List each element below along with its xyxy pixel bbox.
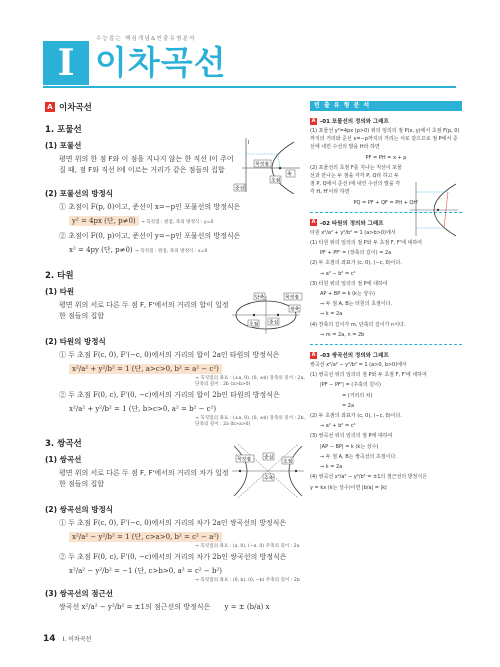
section-title: 이차곡선: [59, 103, 92, 113]
parabola-eq2: x² = 4py (단, p≠0): [69, 246, 133, 254]
a03-p1-eq1: |PF − PF'| = (주축의 길이): [320, 382, 381, 389]
hyperbola-asym-heading: (3) 쌍곡선의 점근선: [45, 589, 114, 598]
a01-p1: (1) 포물선 y²=4px (p>0) 위의 임의의 점 P(x, y)에서 초점 F(p, 0)까지의 거리와 준선 x=−p까지의 거리는 서로 같으므로 점 P에서 준선에 내린 수선의 발을 H라 하면: [310, 128, 460, 151]
hyperbola-eq2: x²/a² − y²/b² = −1 (단, c>b>0, a² = c² − b²): [69, 567, 223, 575]
chapter-title: 이차곡선: [95, 43, 227, 82]
ellipse-eq2-intro: ② 두 초점 F(0, c), F'(0, −c)에서의 거리의 합이 2b인 타원의 방정식은: [59, 391, 280, 399]
ellipse-focus-label: 초점: [249, 322, 259, 328]
a02-p3: (3) 타원 위의 임의의 점 P에 대하여: [310, 280, 388, 287]
a03-p4-eq: y = kx (k는 상수)이면 |b/a| = |k|: [310, 484, 387, 491]
a01-heading: A -01 포물선의 정의와 그래프: [311, 117, 389, 125]
hyperbola-focus-label: 초점: [283, 459, 293, 465]
parabola-eq1-intro: ① 초점이 F(p, 0)이고, 준선이 x=−p인 포물선의 방정식은: [59, 203, 241, 211]
sidebar-title: 빈 출 유 형 분 석: [310, 101, 462, 111]
hyperbola-asym-eq: y = ± (b/a) x: [224, 603, 270, 611]
ellipse-heading: 2. 타원: [45, 271, 74, 281]
directrix-box-label: 준선: [235, 186, 245, 192]
hyperbola-eq2-note: → 꼭짓점의 좌표 : (0, b), (0, −b) 주축의 길이 : 2b: [195, 578, 300, 583]
header-tagline: 수능잡는 핵심개념&빈출유형분석: [96, 36, 196, 42]
parabola-eq2-note: → 꼭짓점 : 원점, 축의 방정식 : x=0: [134, 249, 208, 254]
parabola-eq2-intro: ② 초점이 F(0, p)이고, 준선이 y=−p인 포물선의 방정식은: [59, 232, 241, 240]
parabola-def-heading: (1) 포물선: [45, 141, 82, 150]
section-header: [45, 101, 305, 113]
axis-label: 축: [287, 172, 292, 178]
ellipse-definition: 평면 위의 서로 다른 두 점 F, F'에서의 거리의 합이 일정한 점들의 집합: [59, 301, 229, 320]
a03-p3-c: ⇒ k = 2a: [320, 464, 343, 471]
a02-p2: (2) 두 초점의 좌표가 (c, 0), (−c, 0)이다.: [310, 260, 402, 267]
a03-intro: 쌍곡선 x²/a² − y²/b² = 1 (a>0, b>0)에서: [310, 362, 407, 369]
ellipse-eq1-note: → 꼭짓점의 좌표 : (±a, 0), (0, ±b) 장축의 길이 : 2a, 단축의 길이 : 2b (a>b>0): [195, 376, 305, 387]
hyperbola-vertex-label: 꼭짓점: [237, 457, 251, 463]
hyperbola-eq1: x²/a² − y²/b² = 1 (단, c>a>0, b² = c² − a²): [69, 532, 222, 542]
a02-p3-b: ⇒ 두 점 A, B는 타원의 초점이다.: [320, 301, 393, 308]
a02-p3-c: ⇒ k = 2a: [320, 311, 343, 318]
hyperbola-figure: [230, 440, 306, 502]
a02-p2-eq: ⇒ a² − b² = c²: [320, 270, 356, 277]
page-number: 14: [43, 634, 56, 644]
a02-p1: (1) 타원 위의 임의의 점 P와 두 초점 F, F'에 대하여: [310, 240, 422, 247]
parabola-figure: [232, 136, 302, 194]
ellipse-eq2-note: → 꼭짓점의 좌표 : (±a, 0), (0, ±b) 장축의 길이 : 2b, 단축의 길이 : 2a (b>a>0): [195, 416, 305, 427]
a03-p2-eq: ⇒ a² + b² = c²: [320, 423, 356, 430]
parabola-eq-heading: (2) 포물선의 방정식: [45, 189, 114, 198]
ellipse-def-heading: (1) 타원: [45, 287, 75, 296]
a02-heading: A -02 타원의 정의와 그래프: [311, 219, 384, 227]
transverse-axis-label: 주축: [264, 476, 274, 482]
a03-p2: (2) 두 초점의 좌표가 (c, 0), (−c, 0)이다.: [310, 413, 402, 420]
page-footer: [43, 634, 91, 644]
hyperbola-heading: 3. 쌍곡선: [45, 439, 82, 449]
a03-heading: A -03 쌍곡선의 정의와 그래프: [311, 351, 389, 360]
ellipse-center-label: 중심: [269, 320, 279, 326]
footer-chapter: I. 이차곡선: [62, 636, 92, 643]
directrix-label: l: [248, 141, 250, 146]
parabola-eq1: y² = 4px (단, p≠0): [69, 216, 139, 226]
hyperbola-center-label: 중심: [264, 455, 274, 461]
ellipse-eq-heading: (2) 타원의 방정식: [45, 337, 106, 346]
section-badge: A: [45, 102, 55, 112]
sidebar-parabola-figure: [404, 180, 460, 238]
ellipse-figure: [226, 290, 306, 340]
a03-p1: (1) 쌍곡선 위의 임의의 점 P와 두 초점 F, F'에 대하여: [310, 372, 427, 379]
parabola-definition: 평면 위의 한 점 F와 이 점을 지나지 않는 한 직선 l이 주어질 때, 점 F와 직선 l에 이르는 거리가 같은 점들의 집합: [59, 155, 234, 174]
major-axis-label: 장축: [290, 307, 300, 313]
hyperbola-eq-heading: (2) 쌍곡선의 방정식: [45, 505, 114, 514]
a03-p3-eq: |AP − BP| = k (k는 상수): [320, 443, 379, 450]
a03-p3-b: ⇒ 두 점 A, B는 쌍곡선의 초점이다.: [320, 453, 397, 460]
hyperbola-def-heading: (1) 쌍곡선: [45, 455, 82, 464]
hyperbola-definition: 평면 위의 서로 다른 두 점 F, F'에서의 거리의 차가 일정한 점들의 집합: [59, 469, 229, 488]
a02-p4: (4) 장축의 길이가 m, 단축의 길이가 n이다.: [310, 321, 406, 328]
a02-p4-eq: ⇒ m = 2a, n = 2b: [320, 331, 365, 338]
parabola-heading: 1. 포물선: [45, 125, 82, 135]
header-divider: [43, 86, 456, 88]
a01-p2-eq: PQ = PF + QF = PH + QH': [353, 199, 419, 206]
hyperbola-asym-text: 쌍곡선 x²/a² − y²/b² = ±1의 점근선의 방정식은: [59, 603, 211, 611]
chapter-numeral: I: [43, 41, 89, 85]
a01-p1-eq: PF = PH = x + p: [365, 154, 407, 161]
parabola-eq1-note: → 꼭짓점 : 원점, 축의 방정식 : y=0: [140, 220, 214, 225]
ellipse-eq1: x²/a² + y²/b² = 1 (단, a>c>0, b² = a² − c²): [69, 364, 222, 374]
a03-p4: (4) 쌍곡선 x²/a² − y²/b² = ±1의 점근선의 방정식은: [310, 474, 428, 481]
a01-p2: (2) 포물선의 초점 F를 지나는 직선이 포물선과 만나는 두 점을 각각 P, Q라 하고 두 점 P, Q에서 준선 l에 내린 수선의 발을 각각 H, H'이라 하면: [310, 164, 402, 196]
vertex-label: 꼭짓점: [255, 162, 269, 168]
a02-p1-eq: PF + PF' = (장축의 길이) = 2a: [320, 250, 392, 257]
sidebar-analysis: [310, 101, 462, 492]
a02-intro: 타원 x²/a² + y²/b² = 1 (a>b>0)에서: [310, 229, 396, 236]
a03-p3: (3) 쌍곡선 위의 임의의 점 P에 대하여: [310, 433, 393, 440]
focus-label: 초점: [271, 178, 281, 184]
a02-p3-eq: AP + BP = k (k는 상수): [320, 291, 375, 298]
ellipse-vertex-label: 꼭짓점: [285, 295, 299, 301]
hyperbola-eq2-intro: ② 두 초점 F(0, c), F'(0, −c)에서의 거리의 차가 2b인 쌍곡선의 방정식은: [59, 553, 287, 561]
hyperbola-eq1-intro: ① 두 초점 F(c, 0), F'(−c, 0)에서의 거리의 차가 2a인 쌍곡선의 방정식은: [59, 519, 287, 527]
a03-p1-eq2: = (거리의 차): [342, 392, 373, 399]
minor-axis-label: 단축: [255, 295, 265, 301]
a03-p1-eq3: = 2a: [342, 402, 355, 409]
ellipse-eq2: x²/a² + y²/b² = 1 (단, b>c>0, a² = b² − c²): [69, 405, 217, 413]
hyperbola-eq1-note: → 꼭짓점의 좌표 : (a, 0), (−a, 0) 주축의 길이 : 2a: [195, 544, 300, 549]
ellipse-eq1-intro: ① 두 초점 F(c, 0), F'(−c, 0)에서의 거리의 합이 2a인 타원의 방정식은: [59, 351, 280, 359]
